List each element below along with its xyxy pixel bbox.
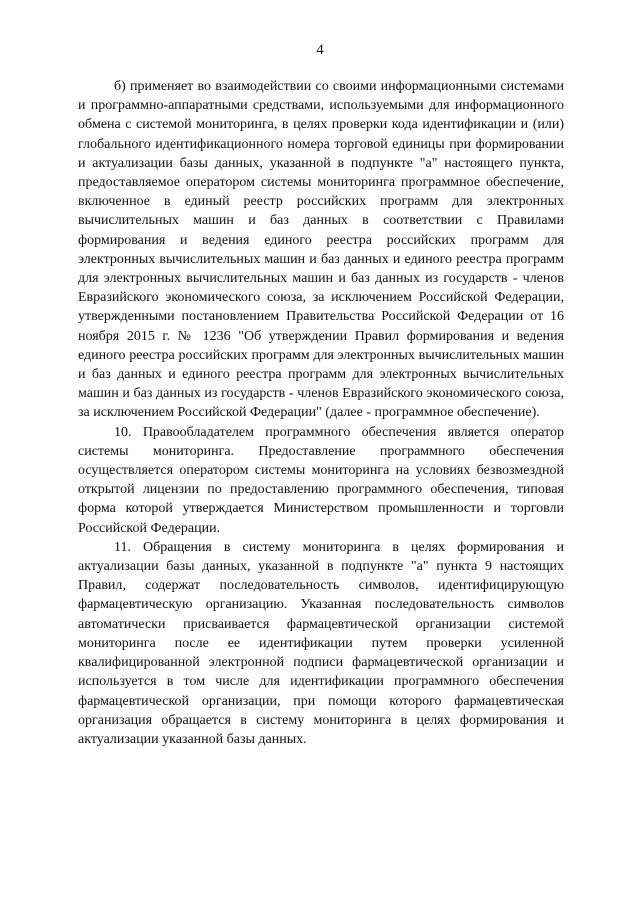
document-body (78, 77, 564, 749)
paragraph-9b: б) применяет во взаимодействии со своими информационными системами и программно-аппаратными средствами, используемыми для информационного обмена с системой мониторинга, в целях проверки кода идентификации и (или) глобального идентификационного номера торговой единицы при формировании и актуализации базы данных, указанной в подпункте "а" настоящего пункта, предоставляемое оператором системы мониторинга программное обеспечение, включенное в единый реестр российских программ для электронных вычислительных машин и баз данных в соответствии с Правилами формирования и ведения единого реестра российских программ для электронных вычислительных машин и баз данных и единого реестра программ для электронных вычислительных машин и баз данных из государств - членов Евразийского экономического союза, за исключением Российской Федерации, утвержденными постановлением Правительства Российской Федерации от 16 ноября 2015 г. № 1236 "Об утверждении Правил формирования и ведения единого реестра российских программ для электронных вычислительных машин и баз данных и единого реестра программ для электронных вычислительных машин и баз данных из государств - членов Евразийского экономического союза, за исключением Российской Федерации" (далее - программное обеспечение). (78, 79, 564, 421)
paragraph-11: 11. Обращения в систему мониторинга в целях формирования и актуализации базы данных, указанной в подпункте "а" пункта 9 настоящих Правил, содержат последовательность символов, идентифицирующую фармацевтическую организацию. Указанная последовательность символов автоматически присваивается фармацевтической организации системой мониторинга после ее идентификации путем проверки усиленной квалифицированной электронной подписи фармацевтической организации и используется в том числе для идентификации программного обеспечения фармацевтической организации, при помощи которого фармацевтическая организация обращается в систему мониторинга в целях формирования и актуализации указанной базы данных. (78, 539, 564, 747)
page-number: 4 (316, 42, 324, 58)
paragraph-10: 10. Правообладателем программного обеспечения является оператор системы мониторинга. Предоставление программного обеспечения осуществляется оператором системы мониторинга на условиях безвозмездной открытой лицензии по предоставлению программного обеспечения, типовая форма которой утверждается Министерством промышленности и торговли Российской Федерации. (78, 424, 564, 536)
